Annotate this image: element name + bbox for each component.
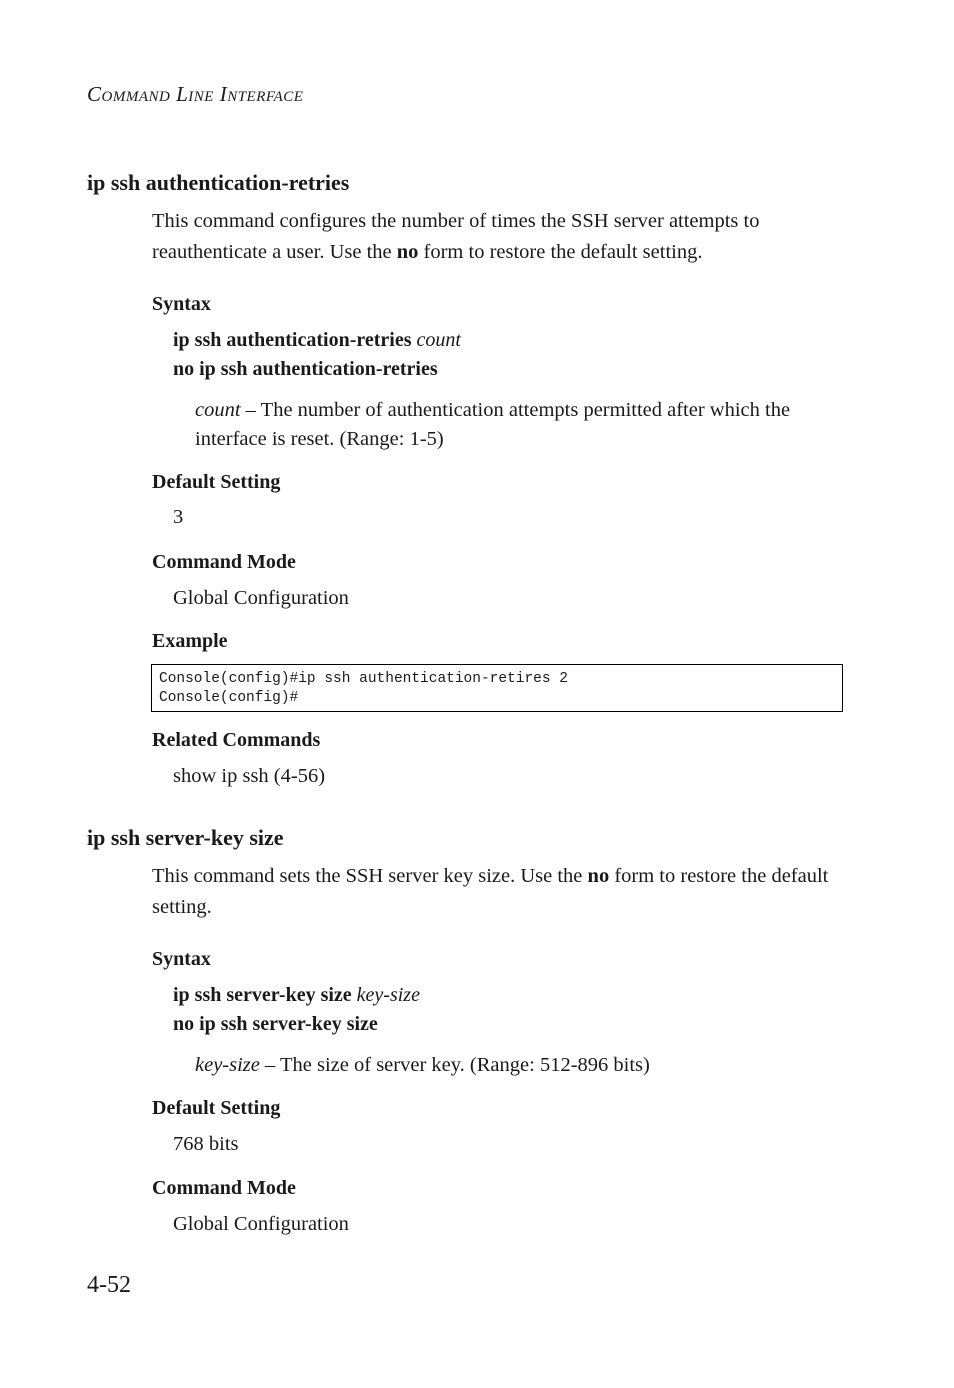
syntax-heading: Syntax <box>152 293 211 315</box>
command-mode-heading: Command Mode <box>152 1177 296 1199</box>
default-setting-value: 3 <box>173 506 184 528</box>
parameter-description: count – The number of authentication attempts permitted after which the interface is reset. (Range: 1-5) <box>195 399 791 450</box>
example-heading: Example <box>152 630 228 652</box>
related-command-link: show ip ssh (4-56) <box>173 765 326 787</box>
command-mode-value: Global Configuration <box>173 1213 349 1235</box>
command-mode-value: Global Configuration <box>173 587 349 609</box>
parameter-description: key-size – The size of server key. (Range: 512-896 bits) <box>195 1054 650 1076</box>
command-title-server-key-size: ip ssh server-key size <box>87 825 284 850</box>
syntax-no-command: no ip ssh server-key size <box>173 1013 378 1035</box>
command-description: This command sets the SSH server key size. Use the no form to restore the default setting. <box>152 865 829 918</box>
syntax-no-command: no ip ssh authentication-retries <box>173 358 438 380</box>
command-description: This command configures the number of times the SSH server attempts to reauthenticate a user. Use the no form to restore the default setting. <box>152 210 760 263</box>
example-line: Console(config)#ip ssh authentication-retires 2 <box>159 671 568 687</box>
default-setting-heading: Default Setting <box>152 1097 281 1119</box>
syntax-command: ip ssh authentication-retries count <box>173 329 461 351</box>
syntax-heading: Syntax <box>152 948 211 970</box>
example-line: Console(config)# <box>159 690 299 706</box>
default-setting-heading: Default Setting <box>152 471 281 493</box>
page-number: 4-52 <box>87 1272 131 1298</box>
command-mode-heading: Command Mode <box>152 551 296 573</box>
default-setting-value: 768 bits <box>173 1133 239 1155</box>
related-commands-heading: Related Commands <box>152 729 321 751</box>
command-title-auth-retries: ip ssh authentication-retries <box>87 170 350 195</box>
running-head: COMMAND LINE INTERFACE <box>87 82 304 106</box>
syntax-command: ip ssh server-key size key-size <box>173 984 420 1006</box>
example-code-box <box>151 664 843 712</box>
